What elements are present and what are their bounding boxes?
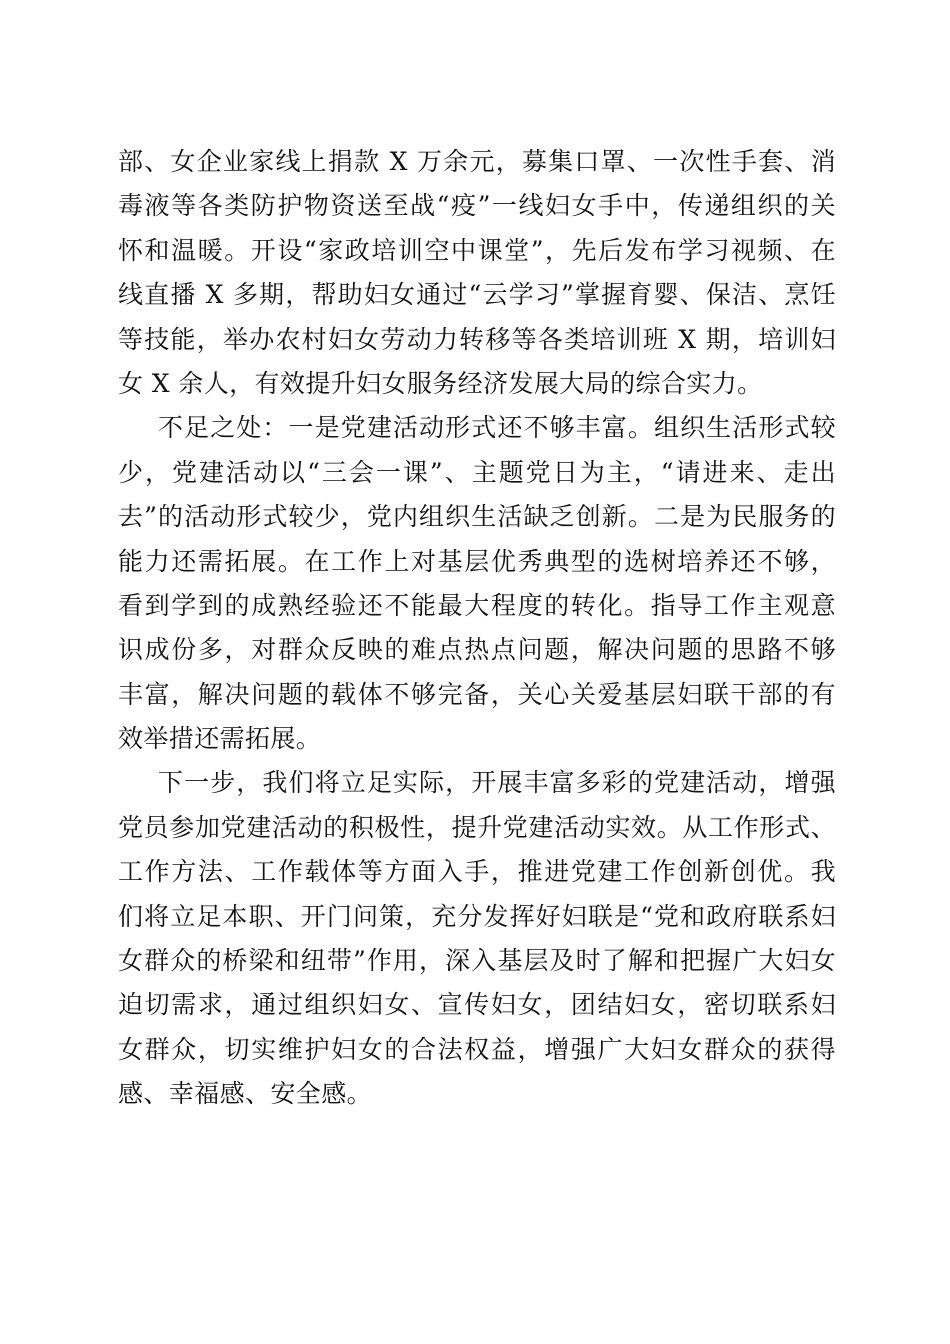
text-line: 工作方法、工作载体等方面入手，推进党建工作创新创优。我 [118,857,836,887]
paragraph-2 [118,406,836,761]
text-line: 迫切需求，通过组织妇女、宣传妇女，团结妇女，密切联系妇 [118,990,836,1020]
text-line: 不足之处：一是党建活动形式还不够丰富。组织生活形式较 [158,413,836,443]
paragraph-3 [118,761,836,1116]
text-line: 部、女企业家线上捐款 X 万余元，募集口罩、一次性手套、消 [118,147,836,176]
text-line: 女群众，切实维护妇女的合法权益，增强广大妇女群众的获得 [118,1034,836,1064]
text-line: 党员参加党建活动的积极性，提升党建活动实效。从工作形式、 [118,812,836,842]
text-line: 能力还需拓展。在工作上对基层优秀典型的选树培养还不够， [118,546,836,576]
text-line: 去”的活动形式较少，党内组织生活缺乏创新。二是为民服务的 [118,502,836,532]
paragraph-1 [118,140,836,406]
text-line: 们将立足本职、开门问策，充分发挥好妇联是“党和政府联系妇 [118,901,836,931]
text-line: 怀和温暖。开设“家政培训空中课堂”，先后发布学习视频、在 [118,235,836,265]
text-line: 毒液等各类防护物资送至战“疫”一线妇女手中，传递组织的关 [118,191,836,221]
document-body [118,140,836,1117]
text-line: 效举措还需拓展。 [118,724,322,754]
text-line: 看到学到的成熟经验还不能最大程度的转化。指导工作主观意 [118,590,836,620]
text-line: 丰富，解决问题的载体不够完备，关心关爱基层妇联干部的有 [118,679,836,709]
text-line: 下一步，我们将立足实际，开展丰富多彩的党建活动，增强 [158,768,836,798]
text-line: 女 X 余人，有效提升妇女服务经济发展大局的综合实力。 [118,368,763,398]
text-line: 识成份多，对群众反映的难点热点问题，解决问题的思路不够 [118,635,836,665]
text-line: 少，党建活动以“三会一课”、主题党日为主，“请进来、走出 [118,457,836,487]
text-line: 女群众的桥梁和纽带”作用，深入基层及时了解和把握广大妇女 [118,946,836,976]
text-line: 线直播 X 多期，帮助妇女通过“云学习”掌握育婴、保洁、烹饪 [118,280,836,310]
text-line: 等技能，举办农村妇女劳动力转移等各类培训班 X 期，培训妇 [118,324,836,354]
text-line: 感、幸福感、安全感。 [118,1079,373,1109]
